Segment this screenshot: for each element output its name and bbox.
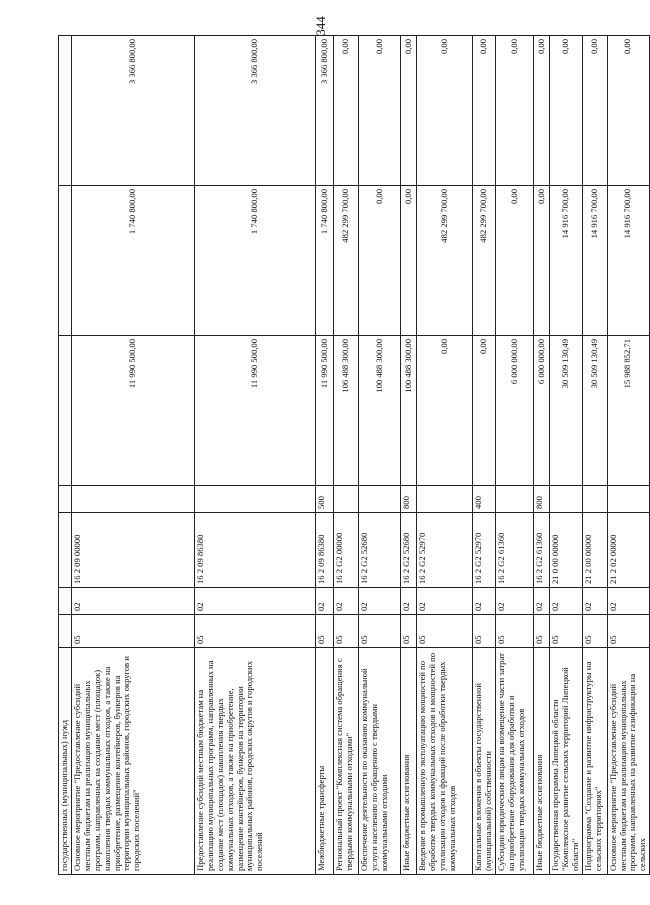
amount-year3-cell: 0,00 [550,36,583,186]
amount-year1-cell: 11 990 500,00 [316,336,334,486]
section-code-cell: 02 [582,588,607,615]
expenditure-name-cell: Основное мероприятие "Предоставление субсидий местным бюджетам на реализацию муниципальных программ, направленных на создание мест (площадок) накопления твердых коммунальных отходов, а также на приобретение, размещение контейнеров, бункеров на территории муниципальных районов, городских округов и городских поселений" [72,648,195,875]
amount-year2-cell: 482 299 700,00 [334,186,359,336]
amount-year1-cell: 30 509 130,49 [550,336,583,486]
section-code-cell: 02 [496,588,534,615]
table-row [607,36,650,875]
page-number: 344 [313,16,328,36]
table-row [496,36,534,875]
expenditure-name-cell: Субсидии юридическим лицам на возмещение части затрат на приобретение оборудования для обработки и утилизации твердых коммунальных отходов [496,648,534,875]
expense-type-cell [607,486,650,513]
chapter-code-cell: 05 [316,615,334,648]
amount-year3-cell: 0,00 [417,36,473,186]
amount-year1-cell: 6 000 000,00 [534,336,550,486]
chapter-code-cell: 05 [195,615,316,648]
table-row [582,36,607,875]
chapter-code-cell: 05 [417,615,473,648]
amount-year1-cell: 11 990 500,00 [72,336,195,486]
amount-year2-cell: 14 916 700,00 [582,186,607,336]
amount-year1-cell: 15 988 852,71 [607,336,650,486]
amount-year1-cell: 106 488 300,00 [334,336,359,486]
table-body [59,36,650,875]
expense-type-cell [550,486,583,513]
amount-year2-cell: 0,00 [401,186,417,336]
amount-year3-cell: 3 366 800,00 [316,36,334,186]
section-code-cell: 02 [417,588,473,615]
expenditure-name-cell: Государственная программа Липецкой области "Комплексное развитие сельских территорий Липецкой области" [550,648,583,875]
table-row [550,36,583,875]
amount-year2-cell: 0,00 [359,186,401,336]
chapter-code-cell: 05 [582,615,607,648]
amount-year2-cell: 0,00 [496,186,534,336]
expense-type-cell: 500 [316,486,334,513]
table-row [417,36,473,875]
amount-year3-cell: 0,00 [496,36,534,186]
section-code-cell: 02 [607,588,650,615]
amount-year3-cell: 0,00 [582,36,607,186]
target-article-cell: 21 2 02 00000 [607,513,650,588]
amount-year3-cell: 0,00 [607,36,650,186]
table-frame [58,36,648,875]
target-article-cell: 16 2 G2 61360 [534,513,550,588]
target-article-cell: 16 2 09 86380 [195,513,316,588]
expense-type-cell [359,486,401,513]
chapter-code-cell: 05 [550,615,583,648]
amount-year3-cell [59,36,72,186]
chapter-code-cell: 05 [534,615,550,648]
expenditure-name-cell: государственных (муниципальных) нужд [59,648,72,875]
target-article-cell: 16 2 G2 52970 [473,513,496,588]
amount-year3-cell: 0,00 [534,36,550,186]
chapter-code-cell: 05 [473,615,496,648]
target-article-cell: 16 2 G2 52970 [417,513,473,588]
rotated-table-container [58,36,648,875]
target-article-cell: 16 2 09 86380 [316,513,334,588]
chapter-code-cell [59,615,72,648]
budget-table [58,35,650,875]
expense-type-cell [72,486,195,513]
expense-type-cell [334,486,359,513]
amount-year1-cell: 100 488 300,00 [401,336,417,486]
amount-year2-cell: 14 916 700,00 [607,186,650,336]
table-row [195,36,316,875]
amount-year2-cell: 1 740 800,00 [195,186,316,336]
expense-type-cell [417,486,473,513]
amount-year1-cell: 0,00 [417,336,473,486]
section-code-cell: 02 [473,588,496,615]
table-row [401,36,417,875]
amount-year2-cell: 1 740 800,00 [72,186,195,336]
target-article-cell: 16 2 09 00000 [72,513,195,588]
section-code-cell: 02 [534,588,550,615]
target-article-cell: 16 2 G2 52680 [401,513,417,588]
target-article-cell [59,513,72,588]
amount-year1-cell: 30 509 130,49 [582,336,607,486]
amount-year3-cell: 0,00 [359,36,401,186]
expenditure-name-cell: Иные бюджетные ассигнования [534,648,550,875]
amount-year2-cell: 14 916 700,00 [550,186,583,336]
amount-year2-cell [59,186,72,336]
amount-year2-cell: 482 299 700,00 [417,186,473,336]
amount-year3-cell: 3 366 800,00 [195,36,316,186]
amount-year3-cell: 0,00 [473,36,496,186]
target-article-cell: 21 2 00 00000 [582,513,607,588]
section-code-cell: 02 [195,588,316,615]
chapter-code-cell: 05 [359,615,401,648]
chapter-code-cell: 05 [401,615,417,648]
expenditure-name-cell: Иные бюджетные ассигнования [401,648,417,875]
table-row [334,36,359,875]
expenditure-name-cell: Подпрограмма "Создание и развитие инфраструктуры на сельских территориях" [582,648,607,875]
target-article-cell: 21 0 00 00000 [550,513,583,588]
expense-type-cell: 800 [401,486,417,513]
chapter-code-cell: 05 [607,615,650,648]
chapter-code-cell: 05 [72,615,195,648]
chapter-code-cell: 05 [496,615,534,648]
target-article-cell: 16 2 G2 52680 [359,513,401,588]
section-code-cell: 02 [316,588,334,615]
amount-year2-cell: 1 740 800,00 [316,186,334,336]
expenditure-name-cell: Предоставление субсидий местным бюджетам на реализацию муниципальных программ, направленных на создание мест (площадок) накопления твердых коммунальных отходов, а также на приобретение, размещение контейнеров, бункеров на территории муниципальных районов, городских округов и городских поселений [195,648,316,875]
table-row [72,36,195,875]
expense-type-cell: 800 [534,486,550,513]
expense-type-cell [59,486,72,513]
target-article-cell: 16 2 G2 61360 [496,513,534,588]
expenditure-name-cell: Основное мероприятие "Предоставление субсидий местным бюджетам на реализацию муниципальных программ, направленных на развитие газификации на сельских [607,648,650,875]
section-code-cell: 02 [401,588,417,615]
amount-year1-cell [59,336,72,486]
amount-year1-cell: 6 000 000,00 [496,336,534,486]
table-row [473,36,496,875]
expenditure-name-cell: Обеспечение деятельности по оказанию коммунальной услуги населению по обращению с твердыми коммунальными отходами [359,648,401,875]
expense-type-cell: 400 [473,486,496,513]
section-code-cell: 02 [550,588,583,615]
amount-year2-cell: 0,00 [534,186,550,336]
amount-year3-cell: 0,00 [334,36,359,186]
amount-year3-cell: 0,00 [401,36,417,186]
chapter-code-cell: 05 [334,615,359,648]
amount-year1-cell: 0,00 [473,336,496,486]
expenditure-name-cell: Межбюджетные трансферты [316,648,334,875]
table-row [59,36,72,875]
section-code-cell: 02 [72,588,195,615]
expense-type-cell [496,486,534,513]
table-row [534,36,550,875]
amount-year3-cell: 3 366 800,00 [72,36,195,186]
amount-year1-cell: 100 488 300,00 [359,336,401,486]
section-code-cell: 02 [359,588,401,615]
amount-year1-cell: 11 990 500,00 [195,336,316,486]
table-row [316,36,334,875]
expense-type-cell [582,486,607,513]
expenditure-name-cell: Капитальные вложения в объекты государственной (муниципальной) собственности [473,648,496,875]
amount-year2-cell: 482 299 700,00 [473,186,496,336]
expense-type-cell [195,486,316,513]
section-code-cell: 02 [334,588,359,615]
table-row [359,36,401,875]
target-article-cell: 16 2 G2 00000 [334,513,359,588]
section-code-cell [59,588,72,615]
expenditure-name-cell: Региональный проект "Комплексная система обращения с твердыми коммунальными отходами" [334,648,359,875]
expenditure-name-cell: Введение в промышленную эксплуатацию мощностей по обработке твердых коммунальных отходов и мощностей по утилизации отходов и фракций после обработки твердых коммунальных отходов [417,648,473,875]
